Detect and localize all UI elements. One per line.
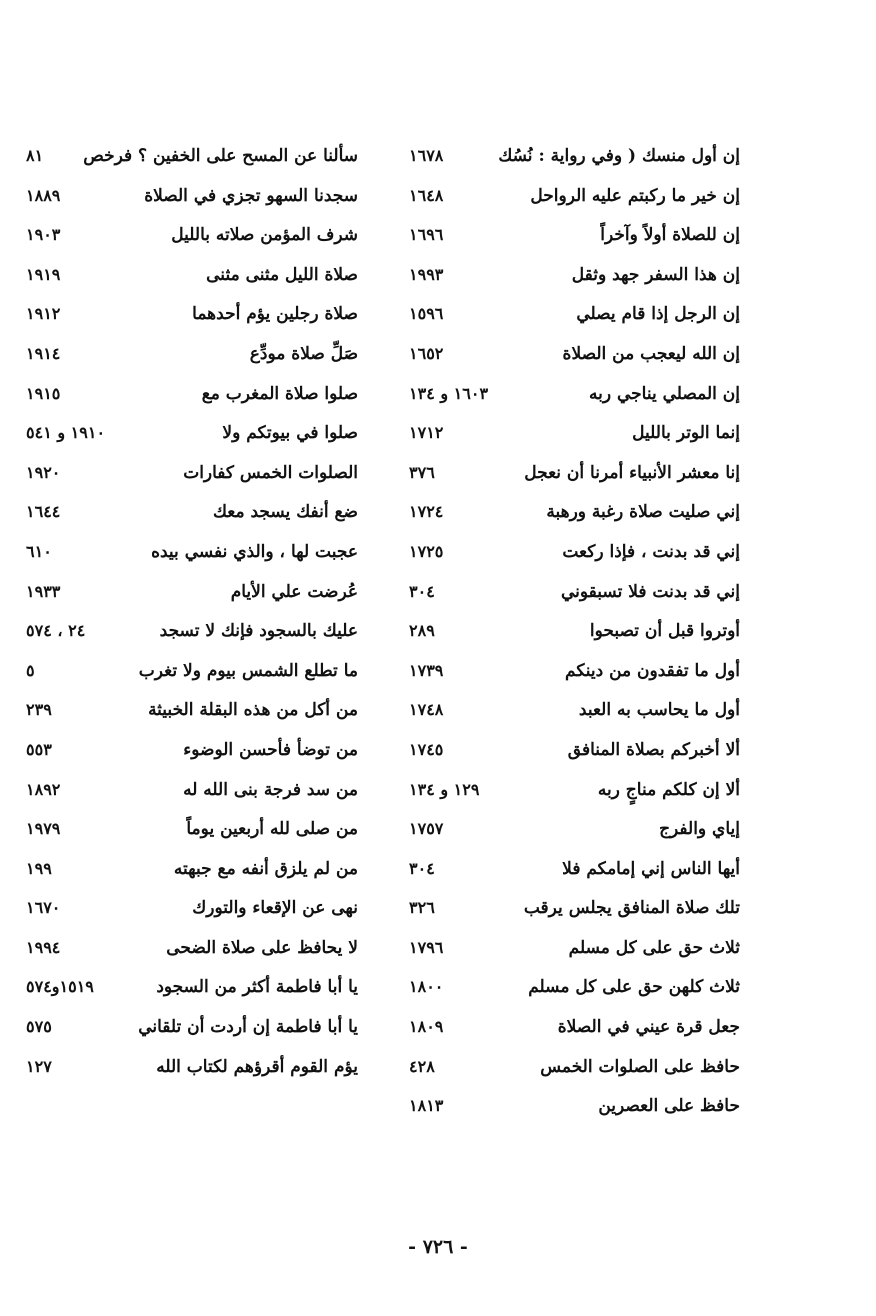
entry-text: جعل قرة عيني في الصلاة — [557, 1017, 740, 1038]
entry-text: شرف المؤمن صلاته بالليل — [171, 225, 358, 246]
entry-text: يا أبا فاطمة إن أردت أن تلقاني — [138, 1017, 358, 1038]
entry-ref: ٣٠٤ — [409, 581, 435, 601]
entry-ref: ٢٨٩ — [409, 621, 435, 641]
entry-text: من صلى لله أربعين يوماً — [186, 819, 358, 840]
entry-ref: ٢٣٩ — [26, 700, 52, 720]
entry-text: نهى عن الإقعاء والتورك — [192, 898, 358, 919]
index-entry — [405, 215, 740, 255]
entry-text: صلوا في بيوتكم ولا — [222, 423, 358, 444]
index-entry — [405, 453, 740, 493]
index-entry — [405, 532, 740, 572]
entry-text: أول ما يحاسب به العبد — [578, 700, 740, 721]
entry-ref: ١٩١٥ — [26, 383, 61, 403]
index-entry — [22, 1007, 358, 1047]
index-entry — [22, 294, 358, 334]
index-entry — [22, 215, 358, 255]
index-entry — [405, 967, 740, 1007]
index-entry — [405, 888, 740, 928]
entry-text: إن الله ليعجب من الصلاة — [562, 343, 740, 364]
entry-text: حافظ على الصلوات الخمس — [540, 1056, 740, 1077]
entry-ref: ١٩٢٠ — [26, 462, 61, 482]
index-entry — [405, 572, 740, 612]
entry-text: ثلاث حق على كل مسلم — [568, 937, 740, 958]
entry-ref: ١٩١٤ — [26, 343, 61, 363]
entry-text: من أكل من هذه البقلة الخبيثة — [148, 700, 358, 721]
entry-text: عُرضت علي الأيام — [230, 581, 358, 602]
entry-ref: ١٢٧ — [26, 1056, 52, 1076]
index-entry — [22, 730, 358, 770]
entry-text: من سد فرجة بنى الله له — [183, 779, 358, 800]
entry-text: إني صليت صلاة رغبة ورهبة — [546, 502, 740, 523]
entry-ref: ١٩٣٣ — [26, 581, 61, 601]
entry-text: من توضأ فأحسن الوضوء — [183, 739, 358, 760]
index-entry — [22, 413, 358, 453]
entry-ref: ١٩٩٤ — [26, 937, 61, 957]
index-column-right — [405, 136, 740, 1126]
entry-ref: ١٧٢٤ — [409, 502, 444, 522]
index-entry — [22, 453, 358, 493]
entry-ref: ١٧٤٨ — [409, 700, 444, 720]
entry-ref: ١٥١٩و٥٧٤ — [26, 977, 94, 997]
index-entry — [22, 809, 358, 849]
entry-ref: ١٩٩٣ — [409, 264, 444, 284]
entry-text: صلاة الليل مثنى مثنى — [206, 264, 358, 285]
index-entry — [405, 334, 740, 374]
index-entry — [22, 492, 358, 532]
index-entry — [22, 176, 358, 216]
entry-ref: ١٦٩٦ — [409, 225, 444, 245]
entry-ref: ٣٠٤ — [409, 858, 435, 878]
entry-ref: ١٧٥٧ — [409, 819, 444, 839]
index-entry — [405, 136, 740, 176]
entry-ref: ١٩١٩ — [26, 264, 61, 284]
entry-text: إن المصلي يناجي ربه — [588, 383, 740, 404]
entry-ref: ١٦٤٤ — [26, 502, 61, 522]
entry-text: أيها الناس إني إمامكم فلا — [562, 858, 740, 879]
entry-ref: ١٨٠٠ — [409, 977, 444, 997]
entry-ref: ١٧٢٥ — [409, 541, 444, 561]
index-entry — [22, 572, 358, 612]
index-entry — [405, 1086, 740, 1126]
entry-ref: ١٩١٢ — [26, 304, 61, 324]
entry-ref: ٥٧٥ — [26, 1017, 52, 1037]
entry-text: ألا إن كلكم مناجٍ ربه — [597, 779, 740, 800]
entry-text: صَلِّ صلاة مودِّع — [249, 343, 358, 364]
entry-ref: ١٩١٠ و ٥٤١ — [26, 423, 106, 443]
entry-ref: ٦١٠ — [26, 541, 52, 561]
index-entry — [22, 690, 358, 730]
entry-text: أوتروا قبل أن تصبحوا — [589, 621, 740, 642]
index-entry — [405, 1007, 740, 1047]
entry-text: عجبت لها ، والذي نفسي بيده — [151, 541, 358, 562]
index-entry — [22, 770, 358, 810]
index-entry — [22, 532, 358, 572]
entry-ref: ١٦٥٢ — [409, 343, 444, 363]
entry-ref: ٤٢٨ — [409, 1056, 435, 1076]
index-entry — [22, 136, 358, 176]
index-entry — [405, 374, 740, 414]
index-entry — [22, 1047, 358, 1087]
entry-text: إني قد بدنت ، فإذا ركعت — [562, 541, 740, 562]
entry-ref: ١٧٩٦ — [409, 937, 444, 957]
entry-text: صلوا صلاة المغرب مع — [201, 383, 358, 404]
entry-text: إني قد بدنت فلا تسبقوني — [560, 581, 740, 602]
entry-ref: ١٢٩ و ١٣٤ — [409, 779, 480, 799]
entry-text: إن للصلاة أولاً وآخراً — [600, 225, 740, 246]
entry-text: إن هذا السفر جهد وثقل — [571, 264, 740, 285]
entry-text: إنما الوتر بالليل — [632, 423, 740, 444]
entry-text: عليك بالسجود فإنك لا تسجد — [159, 621, 358, 642]
entry-text: ثلاث كلهن حق على كل مسلم — [528, 977, 740, 998]
entry-text: إن أول منسك ( وفي رواية : نُسُك — [498, 146, 740, 166]
index-entry — [405, 492, 740, 532]
index-entry — [405, 849, 740, 889]
entry-text: إنا معشر الأنبياء أمرنا أن نعجل — [524, 462, 740, 483]
entry-text: حافظ على العصرين — [598, 1096, 740, 1117]
entry-text: إن الرجل إذا قام يصلي — [576, 304, 740, 325]
entry-text: لا يحافظ على صلاة الضحى — [166, 937, 358, 958]
entry-ref: ٥٥٣ — [26, 739, 52, 759]
entry-text: الصلوات الخمس كفارات — [183, 462, 358, 483]
entry-ref: ١٨٩٢ — [26, 779, 61, 799]
entry-ref: ١٩٩ — [26, 858, 52, 878]
index-entry — [405, 770, 740, 810]
entry-ref: ١٦٤٨ — [409, 185, 444, 205]
index-entry — [22, 888, 358, 928]
entry-text: يا أبا فاطمة أكثر من السجود — [156, 977, 358, 998]
index-entry — [22, 255, 358, 295]
entry-ref: ١٨٨٩ — [26, 185, 61, 205]
index-entry — [22, 651, 358, 691]
index-entry — [405, 294, 740, 334]
entry-ref: ٨١ — [26, 146, 44, 165]
entry-ref: ١٧٣٩ — [409, 660, 444, 680]
index-entry — [405, 413, 740, 453]
entry-ref: ١٧١٢ — [409, 423, 444, 443]
entry-text: أول ما تفقدون من دينكم — [565, 660, 740, 681]
index-entry — [405, 730, 740, 770]
index-entry — [22, 374, 358, 414]
entry-text: إياي والفرج — [659, 819, 740, 840]
entry-ref: ١٥٩٦ — [409, 304, 444, 324]
entry-ref: ١٩٧٩ — [26, 819, 61, 839]
entry-ref: ١٨٠٩ — [409, 1017, 444, 1037]
index-entry — [22, 334, 358, 374]
entry-text: إن خير ما ركبتم عليه الرواحل — [530, 185, 740, 206]
entry-text: سجدنا السهو تجزي في الصلاة — [144, 185, 358, 206]
page-number: - ٧٢٦ - — [408, 1236, 468, 1258]
entry-ref: ١٩٠٣ — [26, 225, 61, 245]
entry-ref: ٢٤ ، ٥٧٤ — [26, 621, 86, 641]
index-entry — [405, 176, 740, 216]
index-entry — [405, 1047, 740, 1087]
index-entry — [405, 809, 740, 849]
entry-text: من لم يلزق أنفه مع جبهته — [173, 858, 358, 879]
entry-text: صلاة رجلين يؤم أحدهما — [192, 304, 358, 325]
index-column-left — [22, 136, 358, 1086]
entry-ref: ١٨١٣ — [409, 1096, 444, 1116]
entry-text: سألنا عن المسح على الخفين ؟ فرخص — [83, 146, 358, 166]
index-entry — [22, 967, 358, 1007]
entry-text: تلك صلاة المنافق يجلس يرقب — [523, 898, 740, 919]
entry-text: ما تطلع الشمس بيوم ولا تغرب — [138, 660, 358, 681]
entry-ref: ١٦٧٨ — [409, 146, 444, 165]
index-entry — [405, 611, 740, 651]
entry-text: ألا أخبركم بصلاة المنافق — [567, 739, 740, 760]
entry-text: ضع أنفك يسجد معك — [212, 502, 358, 523]
index-entry — [405, 255, 740, 295]
entry-ref: ٥ — [26, 660, 35, 680]
entry-text: يؤم القوم أقرؤهم لكتاب الله — [156, 1056, 358, 1077]
index-entry — [22, 611, 358, 651]
entry-ref: ١٦٧٠ — [26, 898, 61, 918]
entry-ref: ٣٢٦ — [409, 898, 435, 918]
index-entry — [22, 928, 358, 968]
index-entry — [405, 690, 740, 730]
entry-ref: ١٧٤٥ — [409, 739, 444, 759]
index-entry — [22, 849, 358, 889]
entry-ref: ١٦٠٣ و ١٣٤ — [409, 383, 489, 403]
entry-ref: ٣٧٦ — [409, 462, 435, 482]
index-entry — [405, 651, 740, 691]
index-entry — [405, 928, 740, 968]
